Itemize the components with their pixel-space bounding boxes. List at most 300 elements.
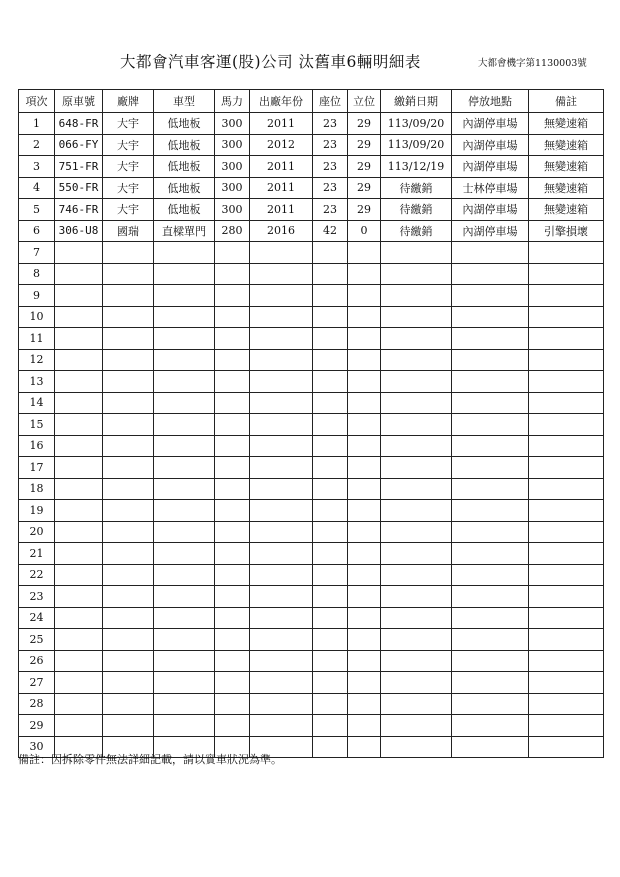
table-row [19, 586, 604, 608]
cell-standing [348, 607, 381, 629]
cell-seats: 42 [313, 220, 348, 242]
table-row [19, 156, 604, 178]
cell-cancel-date [381, 435, 452, 457]
cell-brand: 大宇 [103, 156, 154, 178]
cell-brand [103, 414, 154, 436]
column-header-standing: 立位 [348, 90, 381, 113]
cell-original-plate [55, 242, 103, 264]
cell-cancel-date [381, 349, 452, 371]
cell-year: 2011 [250, 177, 313, 199]
cell-horsepower [215, 586, 250, 608]
cell-horsepower [215, 672, 250, 694]
cell-original-plate: 066-FY [55, 134, 103, 156]
cell-cancel-date [381, 392, 452, 414]
table-row [19, 371, 604, 393]
cell-vehicle-type [154, 693, 215, 715]
cell-year [250, 371, 313, 393]
document-title: 大都會汽車客運(股)公司 汰舊車6輛明細表 [120, 53, 421, 71]
cell-horsepower [215, 242, 250, 264]
cell-remarks [529, 306, 604, 328]
cell-original-plate [55, 543, 103, 565]
cell-seats [313, 607, 348, 629]
cell-cancel-date: 待繳銷 [381, 199, 452, 221]
cell-original-plate [55, 371, 103, 393]
cell-parking-location [452, 414, 529, 436]
cell-parking-location [452, 650, 529, 672]
cell-original-plate [55, 607, 103, 629]
cell-original-plate: 751-FR [55, 156, 103, 178]
cell-cancel-date [381, 693, 452, 715]
cell-remarks [529, 586, 604, 608]
cell-brand [103, 500, 154, 522]
cell-remarks [529, 478, 604, 500]
cell-original-plate [55, 349, 103, 371]
cell-parking-location: 內湖停車場 [452, 199, 529, 221]
cell-standing [348, 500, 381, 522]
cell-standing [348, 457, 381, 479]
cell-remarks: 無變速箱 [529, 156, 604, 178]
table-row [19, 672, 604, 694]
cell-cancel-date [381, 478, 452, 500]
cell-horsepower [215, 607, 250, 629]
cell-year [250, 435, 313, 457]
cell-year [250, 242, 313, 264]
cell-brand [103, 392, 154, 414]
cell-standing: 29 [348, 177, 381, 199]
cell-cancel-date: 113/12/19 [381, 156, 452, 178]
cell-year [250, 328, 313, 350]
cell-standing [348, 650, 381, 672]
cell-item-no: 2 [19, 134, 55, 156]
cell-item-no: 28 [19, 693, 55, 715]
cell-parking-location [452, 306, 529, 328]
cell-original-plate [55, 328, 103, 350]
cell-remarks: 無變速箱 [529, 177, 604, 199]
cell-cancel-date: 113/09/20 [381, 113, 452, 135]
table-header-row [19, 90, 604, 113]
cell-parking-location [452, 693, 529, 715]
cell-seats [313, 242, 348, 264]
cell-seats [313, 457, 348, 479]
cell-vehicle-type [154, 521, 215, 543]
cell-cancel-date [381, 263, 452, 285]
cell-cancel-date [381, 285, 452, 307]
cell-brand: 大宇 [103, 113, 154, 135]
cell-horsepower [215, 650, 250, 672]
cell-item-no: 17 [19, 457, 55, 479]
table-row [19, 564, 604, 586]
cell-standing: 29 [348, 113, 381, 135]
cell-item-no: 10 [19, 306, 55, 328]
cell-horsepower: 300 [215, 134, 250, 156]
cell-parking-location [452, 478, 529, 500]
cell-item-no: 13 [19, 371, 55, 393]
cell-year [250, 521, 313, 543]
document-number: 大都會機字第1130003號 [478, 58, 587, 69]
cell-year [250, 392, 313, 414]
cell-seats [313, 736, 348, 758]
cell-remarks [529, 629, 604, 651]
cell-parking-location [452, 607, 529, 629]
cell-standing [348, 586, 381, 608]
cell-vehicle-type [154, 500, 215, 522]
cell-brand [103, 435, 154, 457]
cell-standing [348, 564, 381, 586]
cell-seats: 23 [313, 199, 348, 221]
cell-item-no: 1 [19, 113, 55, 135]
cell-seats: 23 [313, 177, 348, 199]
cell-standing [348, 478, 381, 500]
cell-year [250, 500, 313, 522]
cell-brand [103, 263, 154, 285]
cell-remarks: 無變速箱 [529, 199, 604, 221]
cell-remarks [529, 564, 604, 586]
cell-seats [313, 629, 348, 651]
cell-year [250, 543, 313, 565]
cell-brand [103, 650, 154, 672]
cell-item-no: 7 [19, 242, 55, 264]
cell-original-plate [55, 392, 103, 414]
cell-brand [103, 478, 154, 500]
column-header-vehicle-type: 車型 [154, 90, 215, 113]
cell-cancel-date [381, 672, 452, 694]
cell-year: 2016 [250, 220, 313, 242]
cell-year [250, 478, 313, 500]
cell-year [250, 715, 313, 737]
table-row [19, 349, 604, 371]
cell-vehicle-type: 低地板 [154, 199, 215, 221]
cell-remarks: 引擎損壞 [529, 220, 604, 242]
cell-original-plate: 306-U8 [55, 220, 103, 242]
cell-original-plate [55, 650, 103, 672]
cell-cancel-date: 待繳銷 [381, 177, 452, 199]
cell-vehicle-type: 低地板 [154, 134, 215, 156]
cell-standing [348, 371, 381, 393]
cell-seats [313, 306, 348, 328]
cell-seats [313, 500, 348, 522]
cell-original-plate [55, 521, 103, 543]
cell-horsepower [215, 564, 250, 586]
cell-year [250, 349, 313, 371]
cell-item-no: 3 [19, 156, 55, 178]
cell-remarks [529, 435, 604, 457]
cell-standing [348, 672, 381, 694]
cell-remarks [529, 650, 604, 672]
table-row [19, 134, 604, 156]
cell-original-plate: 746-FR [55, 199, 103, 221]
cell-item-no: 22 [19, 564, 55, 586]
cell-seats [313, 672, 348, 694]
column-header-horsepower: 馬力 [215, 90, 250, 113]
cell-brand [103, 715, 154, 737]
cell-vehicle-type [154, 306, 215, 328]
table-row [19, 414, 604, 436]
cell-remarks [529, 349, 604, 371]
cell-original-plate: 550-FR [55, 177, 103, 199]
cell-vehicle-type [154, 564, 215, 586]
cell-original-plate [55, 693, 103, 715]
cell-parking-location: 士林停車場 [452, 177, 529, 199]
cell-vehicle-type [154, 371, 215, 393]
cell-parking-location [452, 629, 529, 651]
cell-vehicle-type [154, 263, 215, 285]
cell-year: 2011 [250, 156, 313, 178]
cell-seats [313, 521, 348, 543]
cell-item-no: 4 [19, 177, 55, 199]
table-row [19, 263, 604, 285]
cell-original-plate [55, 414, 103, 436]
cell-standing [348, 736, 381, 758]
cell-item-no: 27 [19, 672, 55, 694]
cell-cancel-date [381, 371, 452, 393]
cell-remarks [529, 263, 604, 285]
cell-remarks: 無變速箱 [529, 113, 604, 135]
column-header-item-no: 項次 [19, 90, 55, 113]
cell-item-no: 25 [19, 629, 55, 651]
cell-cancel-date [381, 457, 452, 479]
table-row [19, 328, 604, 350]
cell-remarks [529, 371, 604, 393]
cell-parking-location [452, 371, 529, 393]
cell-item-no: 23 [19, 586, 55, 608]
cell-seats [313, 543, 348, 565]
cell-vehicle-type [154, 629, 215, 651]
table-row [19, 113, 604, 135]
cell-horsepower [215, 285, 250, 307]
cell-cancel-date: 113/09/20 [381, 134, 452, 156]
cell-parking-location: 內湖停車場 [452, 220, 529, 242]
cell-vehicle-type [154, 392, 215, 414]
cell-brand [103, 564, 154, 586]
cell-year [250, 607, 313, 629]
cell-item-no: 8 [19, 263, 55, 285]
cell-vehicle-type: 低地板 [154, 177, 215, 199]
cell-standing: 29 [348, 199, 381, 221]
column-header-cancel-date: 繳銷日期 [381, 90, 452, 113]
cell-parking-location [452, 349, 529, 371]
column-header-year: 出廠年份 [250, 90, 313, 113]
cell-horsepower [215, 693, 250, 715]
cell-original-plate [55, 629, 103, 651]
cell-seats: 23 [313, 113, 348, 135]
cell-parking-location [452, 242, 529, 264]
cell-item-no: 29 [19, 715, 55, 737]
cell-brand [103, 521, 154, 543]
cell-year: 2012 [250, 134, 313, 156]
cell-horsepower [215, 349, 250, 371]
cell-seats [313, 263, 348, 285]
cell-parking-location [452, 285, 529, 307]
cell-horsepower [215, 500, 250, 522]
cell-horsepower [215, 306, 250, 328]
table-row [19, 543, 604, 565]
cell-standing [348, 328, 381, 350]
cell-horsepower [215, 715, 250, 737]
cell-parking-location [452, 736, 529, 758]
cell-vehicle-type [154, 672, 215, 694]
cell-standing [348, 242, 381, 264]
cell-year [250, 285, 313, 307]
column-header-parking-location: 停放地點 [452, 90, 529, 113]
cell-brand: 國瑞 [103, 220, 154, 242]
cell-brand [103, 672, 154, 694]
cell-cancel-date [381, 715, 452, 737]
cell-brand [103, 242, 154, 264]
cell-vehicle-type [154, 715, 215, 737]
cell-vehicle-type: 低地板 [154, 156, 215, 178]
cell-remarks [529, 285, 604, 307]
cell-vehicle-type [154, 242, 215, 264]
table-row [19, 500, 604, 522]
cell-seats [313, 586, 348, 608]
cell-year [250, 457, 313, 479]
cell-cancel-date [381, 607, 452, 629]
cell-standing [348, 521, 381, 543]
cell-parking-location: 內湖停車場 [452, 156, 529, 178]
cell-remarks [529, 693, 604, 715]
cell-remarks [529, 242, 604, 264]
cell-brand [103, 306, 154, 328]
vehicle-table [18, 89, 604, 758]
cell-seats [313, 285, 348, 307]
cell-original-plate [55, 500, 103, 522]
cell-horsepower: 300 [215, 177, 250, 199]
cell-remarks [529, 500, 604, 522]
cell-brand: 大宇 [103, 134, 154, 156]
cell-horsepower [215, 371, 250, 393]
cell-remarks [529, 607, 604, 629]
cell-cancel-date [381, 736, 452, 758]
cell-cancel-date [381, 242, 452, 264]
cell-brand [103, 371, 154, 393]
cell-cancel-date [381, 328, 452, 350]
cell-brand [103, 328, 154, 350]
cell-cancel-date [381, 521, 452, 543]
cell-year: 2011 [250, 199, 313, 221]
cell-seats [313, 392, 348, 414]
cell-standing [348, 629, 381, 651]
cell-original-plate [55, 586, 103, 608]
cell-horsepower [215, 435, 250, 457]
cell-original-plate [55, 285, 103, 307]
cell-parking-location [452, 263, 529, 285]
cell-item-no: 5 [19, 199, 55, 221]
cell-seats [313, 650, 348, 672]
cell-standing [348, 306, 381, 328]
column-header-remarks: 備註 [529, 90, 604, 113]
cell-year: 2011 [250, 113, 313, 135]
cell-standing [348, 392, 381, 414]
cell-brand [103, 457, 154, 479]
cell-brand: 大宇 [103, 199, 154, 221]
cell-vehicle-type [154, 478, 215, 500]
cell-parking-location [452, 521, 529, 543]
cell-brand [103, 586, 154, 608]
cell-parking-location [452, 672, 529, 694]
cell-original-plate [55, 435, 103, 457]
table-row [19, 199, 604, 221]
cell-item-no: 21 [19, 543, 55, 565]
cell-item-no: 9 [19, 285, 55, 307]
cell-vehicle-type [154, 435, 215, 457]
cell-original-plate: 648-FR [55, 113, 103, 135]
cell-standing [348, 715, 381, 737]
table-row [19, 693, 604, 715]
column-header-brand: 廠牌 [103, 90, 154, 113]
cell-seats [313, 435, 348, 457]
cell-horsepower [215, 414, 250, 436]
cell-item-no: 18 [19, 478, 55, 500]
cell-horsepower [215, 478, 250, 500]
cell-standing [348, 435, 381, 457]
cell-horsepower [215, 263, 250, 285]
cell-year [250, 693, 313, 715]
cell-vehicle-type [154, 650, 215, 672]
cell-seats [313, 414, 348, 436]
cell-standing: 29 [348, 156, 381, 178]
cell-vehicle-type [154, 457, 215, 479]
cell-standing: 29 [348, 134, 381, 156]
cell-original-plate [55, 478, 103, 500]
cell-brand [103, 629, 154, 651]
cell-vehicle-type [154, 607, 215, 629]
cell-seats [313, 715, 348, 737]
cell-remarks [529, 414, 604, 436]
cell-item-no: 11 [19, 328, 55, 350]
cell-seats: 23 [313, 134, 348, 156]
column-header-seats: 座位 [313, 90, 348, 113]
cell-seats [313, 328, 348, 350]
cell-year [250, 414, 313, 436]
cell-vehicle-type [154, 543, 215, 565]
cell-item-no: 6 [19, 220, 55, 242]
cell-seats [313, 564, 348, 586]
column-header-original-plate: 原車號 [55, 90, 103, 113]
cell-parking-location [452, 435, 529, 457]
cell-standing [348, 693, 381, 715]
cell-standing [348, 543, 381, 565]
cell-horsepower [215, 521, 250, 543]
table-row [19, 306, 604, 328]
cell-item-no: 14 [19, 392, 55, 414]
cell-horsepower: 300 [215, 199, 250, 221]
cell-cancel-date [381, 586, 452, 608]
cell-parking-location [452, 500, 529, 522]
cell-cancel-date [381, 306, 452, 328]
cell-brand [103, 693, 154, 715]
cell-horsepower [215, 457, 250, 479]
table-row [19, 521, 604, 543]
cell-parking-location [452, 543, 529, 565]
cell-standing [348, 349, 381, 371]
cell-remarks [529, 521, 604, 543]
table-row [19, 478, 604, 500]
cell-original-plate [55, 263, 103, 285]
cell-year [250, 306, 313, 328]
cell-standing: 0 [348, 220, 381, 242]
cell-standing [348, 285, 381, 307]
cell-item-no: 16 [19, 435, 55, 457]
cell-horsepower [215, 629, 250, 651]
table-row [19, 629, 604, 651]
cell-standing [348, 414, 381, 436]
cell-year [250, 672, 313, 694]
cell-remarks [529, 672, 604, 694]
table-row [19, 650, 604, 672]
cell-remarks [529, 328, 604, 350]
cell-remarks: 無變速箱 [529, 134, 604, 156]
footer-note: 備註：因拆除零件無法詳細記載，請以實車狀況為準。 [18, 753, 282, 766]
